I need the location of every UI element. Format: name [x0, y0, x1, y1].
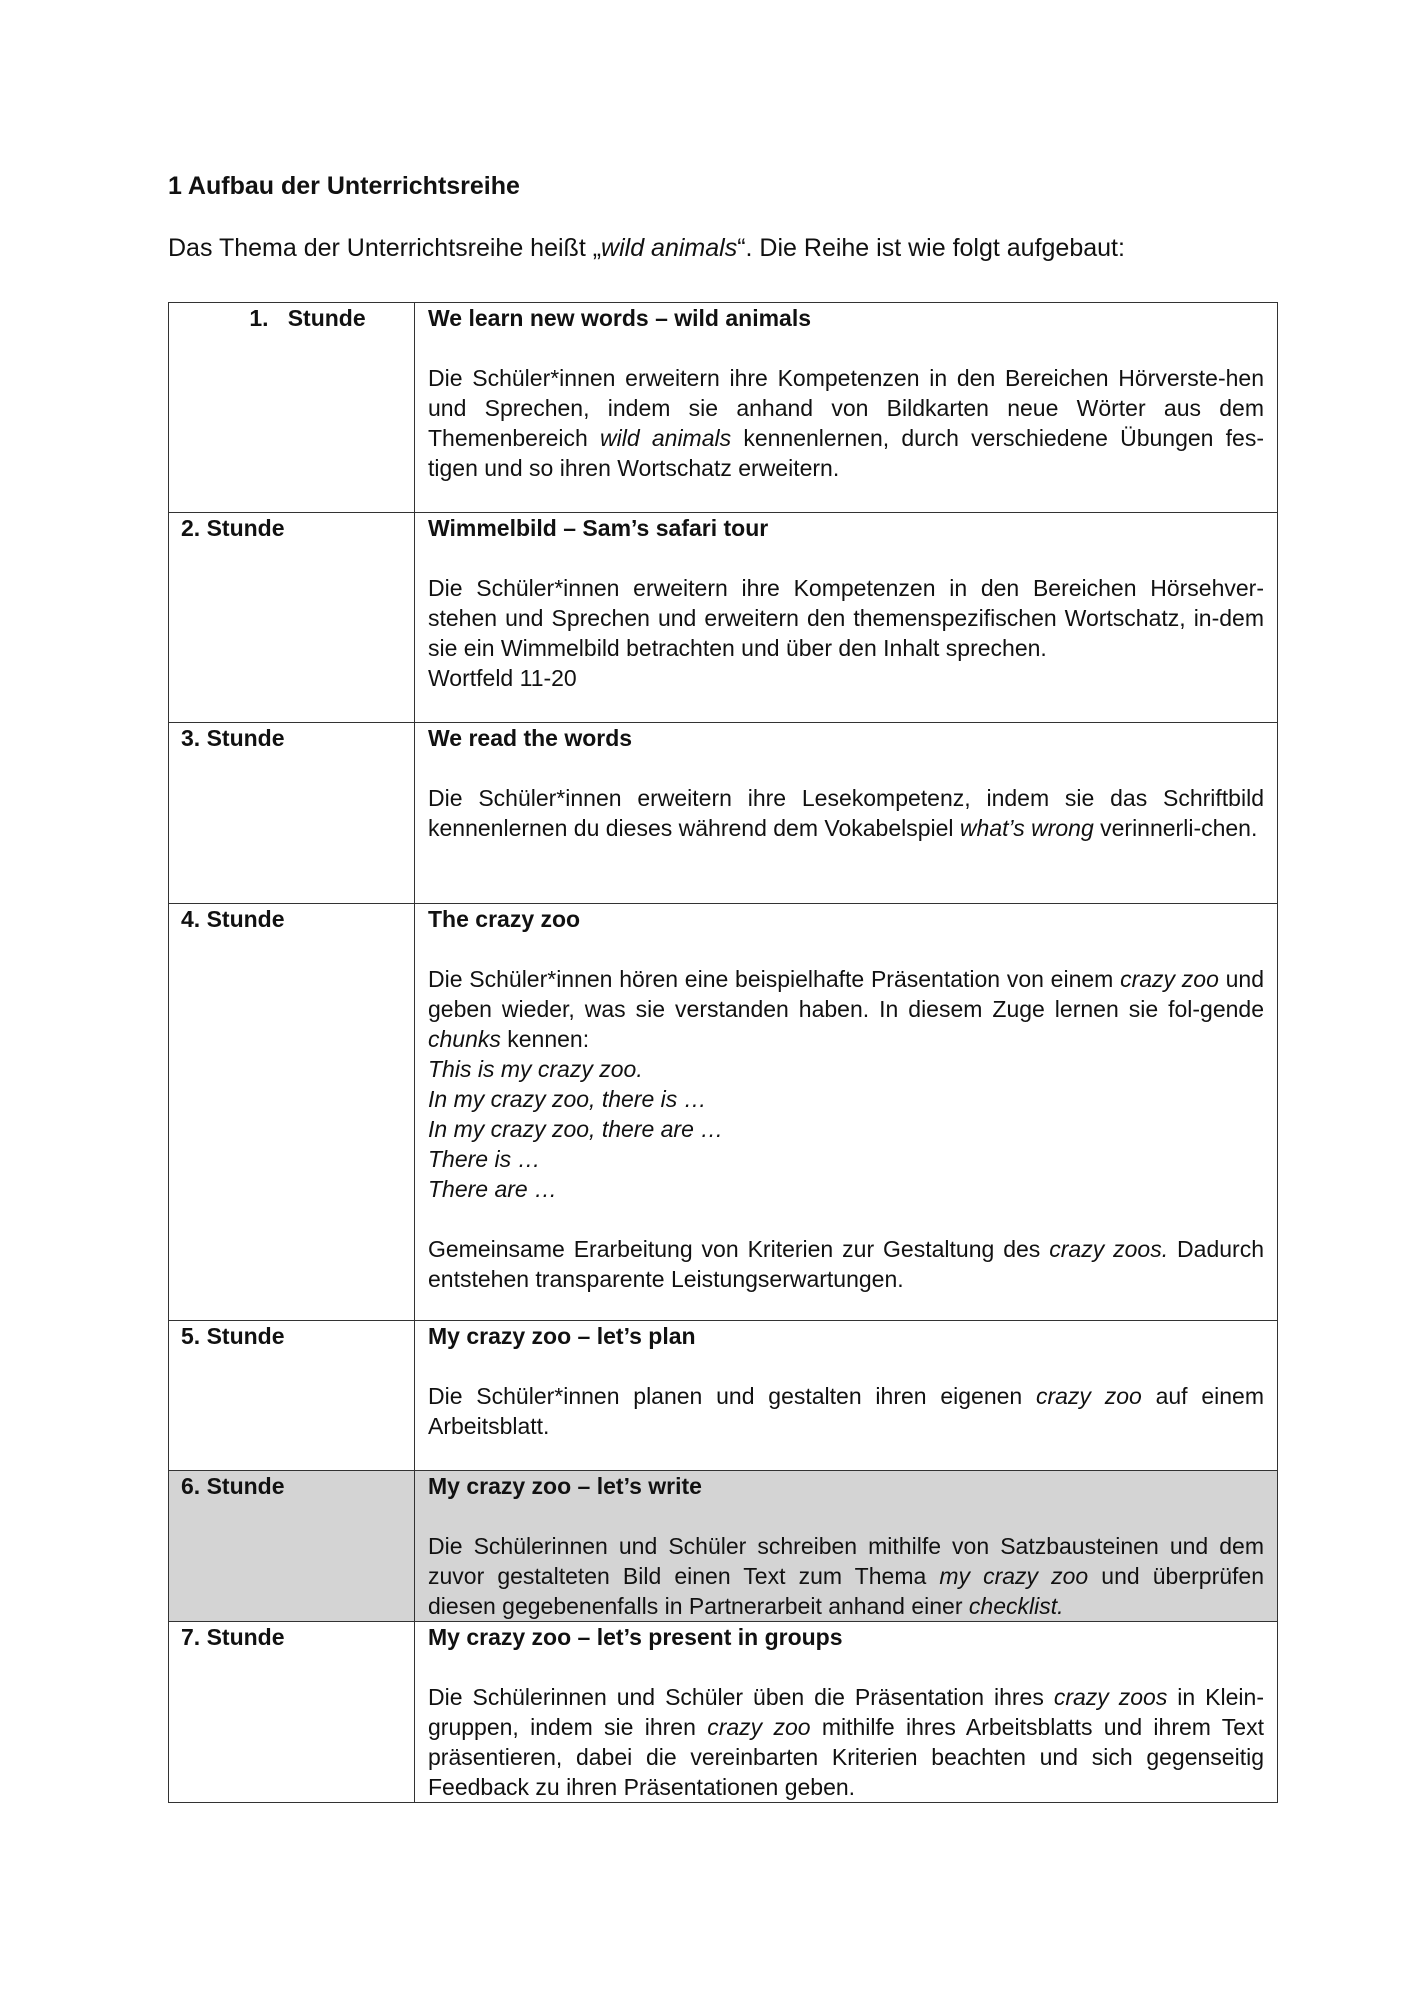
description-text: mithilfe ihres Arbeitsblatts und ihrem Text präsentieren, dabei die vereinbarten Kriterien beachten und sich gegenseitig Feedback zu ihren Präsentationen geben.: [428, 1714, 1264, 1800]
lesson-row-highlighted: [169, 1471, 1278, 1622]
lesson-title: The crazy zoo: [428, 906, 581, 932]
document-page: [168, 168, 1278, 1800]
lesson-row: [169, 303, 1278, 513]
description-text: Die Schüler*innen hören eine beispielhafte Präsentation von einem: [428, 966, 1121, 992]
lesson-row: [169, 723, 1278, 904]
lesson-content: [415, 1321, 1278, 1471]
description-italic: wild animals: [600, 425, 732, 451]
chunk-item: In my crazy zoo, there are …: [428, 1116, 724, 1142]
lesson-content: [415, 904, 1278, 1321]
description-italic: crazy zoo: [707, 1714, 811, 1740]
description-italic: crazy zoos.: [1049, 1236, 1169, 1262]
lesson-title: We read the words: [428, 725, 633, 751]
description-italic: what’s wrong: [959, 815, 1094, 841]
lesson-description: [428, 1381, 1264, 1441]
description-text: Dadurch entstehen transparente Leistungserwartungen.: [428, 1236, 1264, 1292]
intro-topic: wild animals: [601, 234, 738, 262]
chunk-item: In my crazy zoo, there is …: [428, 1086, 707, 1112]
lesson-content: [415, 303, 1278, 513]
lesson-label: 6. Stunde: [169, 1471, 415, 1622]
description-text: kennen:: [500, 1026, 590, 1052]
lesson-description: [428, 1531, 1264, 1621]
chunk-item: There are …: [428, 1176, 558, 1202]
description-italic: checklist.: [968, 1593, 1064, 1619]
lesson-description: [428, 1682, 1264, 1802]
lesson-description: [428, 964, 1264, 1054]
intro-text-after: “. Die Reihe ist wie folgt aufgebaut:: [737, 234, 1125, 262]
intro-paragraph: [168, 230, 1278, 266]
description-text: Die Schülerinnen und Schüler üben die Präsentation ihres: [428, 1684, 1054, 1710]
lesson-label: 1. Stunde: [169, 303, 415, 513]
description-text: Die Schüler*innen planen und gestalten ihren eigenen: [428, 1383, 1036, 1409]
lesson-title: We learn new words – wild animals: [428, 305, 812, 331]
chunk-list: [428, 1054, 1264, 1204]
description-text: Gemeinsame Erarbeitung von Kriterien zur Gestaltung des: [428, 1236, 1050, 1262]
lesson-title: Wimmelbild – Sam’s safari tour: [428, 515, 769, 541]
lesson-row: [169, 904, 1278, 1321]
lesson-content: [415, 723, 1278, 904]
description-italic: crazy zoo: [1120, 966, 1219, 992]
lesson-description: [428, 363, 1264, 483]
lesson-description: [428, 783, 1264, 843]
description-text: Die Schülerinnen und Schüler schreiben mithilfe von Satzbausteinen und dem zuvor gestalteten Bild einen Text zum Thema: [428, 1533, 1264, 1589]
lesson-content: [415, 1471, 1278, 1622]
lesson-row: [169, 1321, 1278, 1471]
lesson-title: My crazy zoo – let’s plan: [428, 1323, 696, 1349]
lesson-note: Wortfeld 11-20: [428, 665, 577, 691]
lesson-description: [428, 573, 1264, 663]
description-italic: crazy zoo: [1035, 1383, 1142, 1409]
description-italic: my crazy zoo: [939, 1563, 1089, 1589]
chunk-item: There is …: [428, 1146, 541, 1172]
lesson-label: 5. Stunde: [169, 1321, 415, 1471]
lesson-plan-table: [168, 302, 1278, 1803]
description-text: Die Schüler*innen erweitern ihre Lesekompetenz, indem sie das Schriftbild kennenlernen du dieses während dem Vokabelspiel: [428, 785, 1264, 841]
lesson-content: [415, 513, 1278, 723]
lesson-label: 2. Stunde: [169, 513, 415, 723]
lesson-content: [415, 1622, 1278, 1803]
lesson-title: My crazy zoo – let’s write: [428, 1473, 702, 1499]
description-text: in Klein-gruppen, indem sie ihren: [428, 1684, 1264, 1740]
lesson-label: 4. Stunde: [169, 904, 415, 1321]
section-heading: 1 Aufbau der Unterrichtsreihe: [168, 172, 520, 200]
lesson-title: My crazy zoo – let’s present in groups: [428, 1624, 843, 1650]
lesson-row: [169, 513, 1278, 723]
description-text: Die Schüler*innen erweitern ihre Kompetenzen in den Bereichen Hörsehver-stehen und Sprechen und erweitern den themenspezifischen Wortschatz, in-dem sie ein Wimmelbild betrachten und über den Inhalt sprechen.: [428, 575, 1264, 661]
description-text: auf einem Arbeitsblatt.: [428, 1383, 1264, 1439]
lesson-row: [169, 1622, 1278, 1803]
chunk-item: This is my crazy zoo.: [428, 1056, 643, 1082]
description-italic: crazy zoos: [1053, 1684, 1168, 1710]
lesson-label: 7. Stunde: [169, 1622, 415, 1803]
description-text: und überprüfen diesen gegebenenfalls in Partnerarbeit anhand einer: [428, 1563, 1265, 1619]
intro-text-before: Das Thema der Unterrichtsreihe heißt „: [168, 234, 602, 262]
description-italic: chunks: [428, 1026, 501, 1052]
lesson-label: 3. Stunde: [169, 723, 415, 904]
lesson-description-2: [428, 1234, 1264, 1294]
description-text: kennenlernen, durch verschiedene Übungen fes-tigen und so ihren Wortschatz erweitern.: [428, 425, 1265, 481]
description-text: und geben wieder, was sie verstanden haben. In diesem Zuge lernen sie fol-gende: [428, 966, 1265, 1022]
description-text: verinnerli-chen.: [1093, 815, 1258, 841]
description-text: Die Schüler*innen erweitern ihre Kompetenzen in den Bereichen Hörverste-hen und Sprechen, indem sie anhand von Bildkarten neue Wörter aus dem Themenbereich: [428, 365, 1264, 451]
